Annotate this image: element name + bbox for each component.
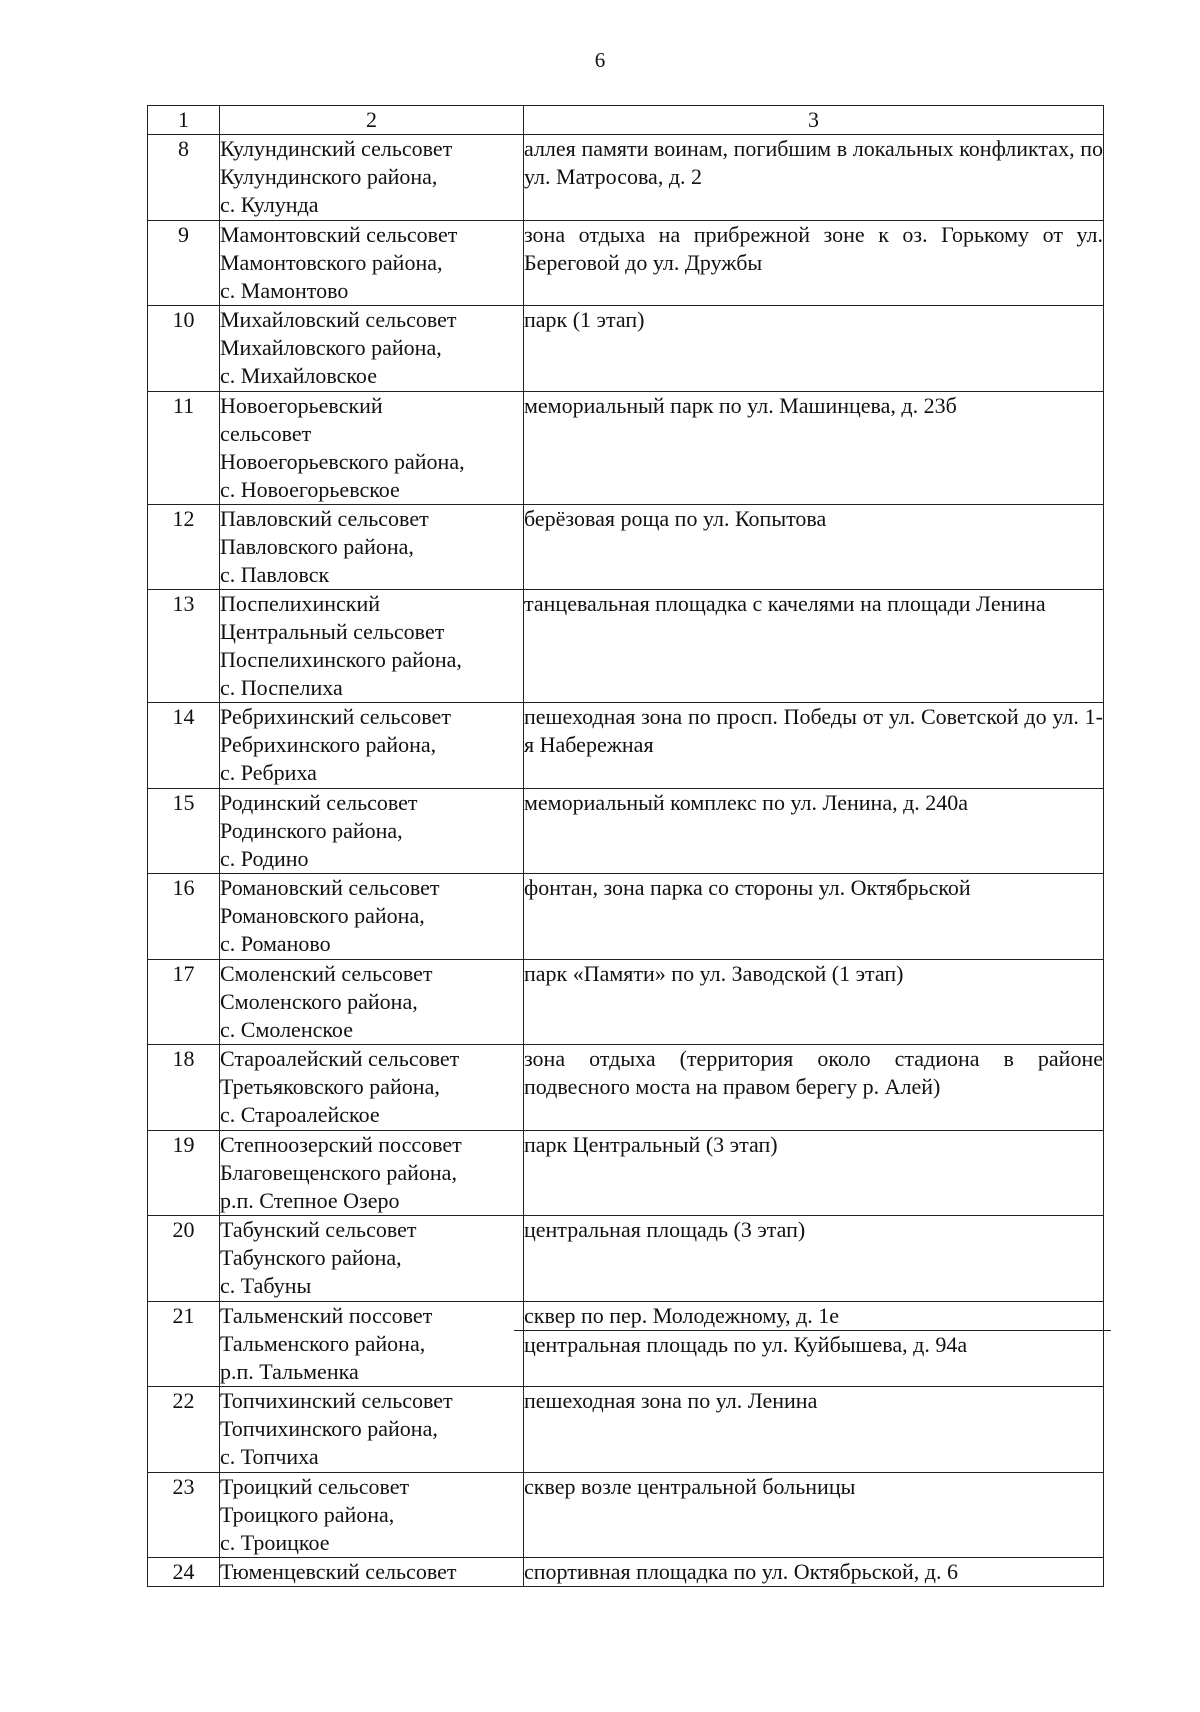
municipality-line: Смоленский сельсовет [220, 960, 433, 986]
row-number: 10 [148, 306, 220, 392]
municipality-cell [220, 703, 524, 789]
table-row [148, 874, 1104, 960]
municipality-line: р.п. Степное Озеро [220, 1187, 400, 1213]
municipality-cell [220, 1387, 524, 1473]
table-row [148, 135, 1104, 221]
municipality-cell [220, 135, 524, 221]
object-description-cell [524, 391, 1104, 504]
table-row [148, 1130, 1104, 1216]
municipality-line: Ребрихинский сельсовет [220, 704, 451, 729]
object-description: пешеходная зона по ул. Ленина [524, 1388, 818, 1413]
object-description-cell [524, 1130, 1104, 1216]
table-row [148, 1472, 1104, 1558]
municipality-line: Мамонтовский сельсовет [220, 221, 458, 247]
municipality-line: Родинского района, [220, 817, 403, 843]
municipality-line: с. Табуны [220, 1273, 312, 1298]
object-description: зона отдыха (территория около стадиона в районе подвесного моста на правом берегу р. Алей) [524, 1046, 1103, 1099]
municipality-cell [220, 306, 524, 392]
object-description: парк (1 этап) [524, 307, 645, 332]
municipality-line: Поспелихинский [220, 591, 381, 616]
municipality-cell [220, 1301, 524, 1387]
object-description: сквер по пер. Молодежному, д. 1е [514, 1302, 1111, 1331]
object-description: танцевальная площадка с качелями на площади Ленина [524, 591, 1046, 616]
municipality-line: с. Смоленское [220, 1016, 353, 1042]
municipality-line: Новоегорьевского района, [220, 448, 465, 474]
municipality-line: Третьяковского района, [220, 1074, 440, 1099]
municipality-line: Новоегорьевский [220, 392, 383, 418]
table-row [148, 504, 1104, 590]
object-description: фонтан, зона парка со стороны ул. Октябрьской [524, 875, 971, 900]
row-number: 24 [148, 1558, 220, 1587]
table-row [148, 391, 1104, 504]
object-description-cell [524, 1301, 1104, 1387]
object-description-cell [524, 306, 1104, 392]
object-description: зона отдыха на прибрежной зоне к оз. Горькому от ул. Береговой до ул. Дружбы [524, 221, 1103, 275]
municipality-line: Благовещенского района, [220, 1159, 457, 1185]
table-row [148, 959, 1104, 1045]
object-description-cell [524, 959, 1104, 1045]
municipality-cell [220, 1045, 524, 1131]
table-body [148, 135, 1104, 1587]
municipality-line: Староалейский сельсовет [220, 1046, 460, 1071]
object-description: центральная площадь по ул. Куйбышева, д. 94а [524, 1331, 968, 1357]
municipality-line: с. Родино [220, 845, 309, 871]
municipality-cell [220, 504, 524, 590]
row-number: 15 [148, 788, 220, 874]
table-row [148, 1045, 1104, 1131]
municipality-line: Мамонтовского района, [220, 249, 443, 275]
municipality-line: Кулундинского района, [220, 164, 438, 189]
object-description: парк Центральный (3 этап) [524, 1131, 778, 1157]
object-description-cell [524, 1387, 1104, 1473]
municipality-line: с. Ребриха [220, 760, 317, 785]
municipality-line: Поспелихинского района, [220, 647, 462, 672]
table-row [148, 1558, 1104, 1587]
table-row [148, 1301, 1104, 1387]
municipality-line: Михайловский сельсовет [220, 307, 457, 332]
municipality-line: с. Романово [220, 931, 331, 956]
municipality-line: Михайловского района, [220, 335, 442, 360]
row-number: 12 [148, 504, 220, 590]
object-description: центральная площадь (3 этап) [524, 1217, 806, 1242]
table-row [148, 590, 1104, 703]
table-row [148, 703, 1104, 789]
municipality-line: Табунского района, [220, 1245, 402, 1270]
municipality-line: Тальменский поссовет [220, 1302, 433, 1328]
object-description-cell [524, 1472, 1104, 1558]
table-header-row [148, 106, 1104, 135]
municipality-line: сельсовет [220, 420, 312, 446]
page-number: 6 [594, 48, 606, 72]
row-number: 23 [148, 1472, 220, 1558]
municipality-cell [220, 1472, 524, 1558]
object-description-cell [524, 135, 1104, 221]
municipality-cell [220, 1558, 524, 1587]
object-description-cell [524, 590, 1104, 703]
municipality-line: Павловский сельсовет [220, 505, 429, 531]
object-description-cell [524, 1216, 1104, 1302]
table-row [148, 788, 1104, 874]
municipality-cell [220, 590, 524, 703]
object-description: мемориальный парк по ул. Машинцева, д. 23б [524, 392, 957, 418]
row-number: 18 [148, 1045, 220, 1131]
row-number: 11 [148, 391, 220, 504]
municipality-line: Родинский сельсовет [220, 789, 418, 815]
municipality-line: Топчихинский сельсовет [220, 1388, 453, 1413]
object-description-cell [524, 703, 1104, 789]
municipality-cell [220, 391, 524, 504]
municipality-line: с. Троицкое [220, 1529, 330, 1555]
municipalities-table [147, 105, 1104, 1587]
municipality-line: Тальменского района, [220, 1330, 426, 1356]
row-number: 17 [148, 959, 220, 1045]
column-header-2: 2 [220, 106, 524, 135]
row-number: 14 [148, 703, 220, 789]
row-number: 16 [148, 874, 220, 960]
table-row [148, 1387, 1104, 1473]
object-description: берёзовая роща по ул. Копытова [524, 505, 827, 531]
object-description: спортивная площадка по ул. Октябрьской, д. 6 [524, 1559, 958, 1584]
municipality-line: Павловского района, [220, 533, 414, 559]
municipality-line: с. Новоегорьевское [220, 476, 400, 502]
municipality-line: Троицкий сельсовет [220, 1473, 410, 1499]
row-number: 13 [148, 590, 220, 703]
municipality-line: Романовский сельсовет [220, 875, 440, 900]
table-row [148, 306, 1104, 392]
municipality-cell [220, 788, 524, 874]
municipality-line: с. Михайловское [220, 363, 377, 388]
row-number: 9 [148, 220, 220, 306]
municipality-line: с. Мамонтово [220, 277, 349, 303]
municipality-line: с. Топчиха [220, 1444, 319, 1469]
municipality-line: Центральный сельсовет [220, 619, 445, 644]
municipality-cell [220, 1216, 524, 1302]
municipality-line: Табунский сельсовет [220, 1217, 417, 1242]
object-description: парк «Памяти» по ул. Заводской (1 этап) [524, 960, 904, 986]
row-number: 20 [148, 1216, 220, 1302]
municipality-line: с. Кулунда [220, 192, 319, 217]
row-number: 22 [148, 1387, 220, 1473]
object-description: аллея памяти воинам, погибшим в локальных конфликтах, по ул. Матросова, д. 2 [524, 136, 1103, 189]
column-header-3: 3 [524, 106, 1104, 135]
municipality-line: р.п. Тальменка [220, 1358, 359, 1384]
row-number: 19 [148, 1130, 220, 1216]
municipality-line: с. Павловск [220, 561, 330, 587]
object-description: сквер возле центральной больницы [524, 1473, 856, 1499]
object-description-cell [524, 504, 1104, 590]
row-number: 21 [148, 1301, 220, 1387]
object-description-cell [524, 874, 1104, 960]
municipality-line: с. Поспелиха [220, 675, 343, 700]
municipality-cell [220, 874, 524, 960]
object-description-cell [524, 220, 1104, 306]
object-description-cell [524, 788, 1104, 874]
municipality-line: Смоленского района, [220, 988, 418, 1014]
municipality-line: Степноозерский поссовет [220, 1131, 462, 1157]
municipality-line: Тюменцевский сельсовет [220, 1559, 457, 1584]
object-description-cell [524, 1045, 1104, 1131]
table-row [148, 1216, 1104, 1302]
object-description-cell [524, 1558, 1104, 1587]
municipality-line: Топчихинского района, [220, 1416, 438, 1441]
municipality-cell [220, 959, 524, 1045]
municipality-line: Троицкого района, [220, 1501, 395, 1527]
municipality-line: Кулундинский сельсовет [220, 136, 453, 161]
municipality-cell [220, 1130, 524, 1216]
municipality-line: Ребрихинского района, [220, 732, 437, 757]
table-row [148, 220, 1104, 306]
municipality-line: с. Староалейское [220, 1102, 380, 1127]
row-number: 8 [148, 135, 220, 221]
object-description: пешеходная зона по просп. Победы от ул. Советской до ул. 1-я Набережная [524, 704, 1103, 757]
municipality-cell [220, 220, 524, 306]
municipality-line: Романовского района, [220, 903, 425, 928]
object-description: мемориальный комплекс по ул. Ленина, д. 240а [524, 789, 969, 815]
column-header-1: 1 [148, 106, 220, 135]
